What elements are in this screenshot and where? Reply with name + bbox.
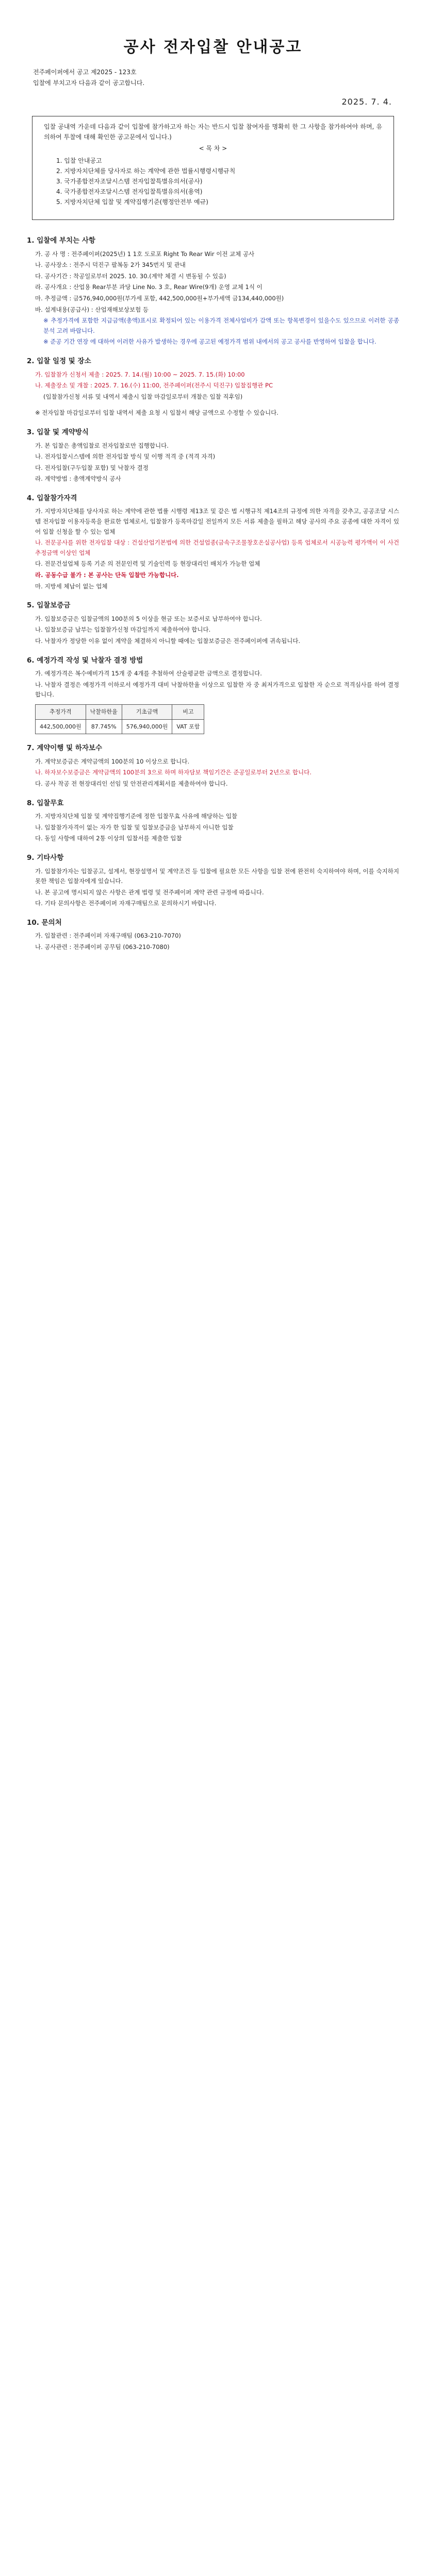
section-line: 다. 낙찰자가 정당한 이유 없이 계약을 체결하지 아니할 때에는 입찰보증금은 전주페이퍼에 귀속됩니다.: [35, 637, 301, 645]
summary-intro: 입찰 공내역 가운데 다음과 같이 입찰에 참가하고자 하는 자는 반드시 입찰 참여자를 명확히 한 그 사항을 참가하여야 하며, 유의하여 투찰에 대해 확인한 공고문에서 입니다.): [44, 123, 382, 141]
section-line: 가. 지방자치단체 입찰 및 계약집행기준에 정한 입찰무효 사유에 해당하는 입찰: [35, 812, 238, 820]
table-header: 기초금액: [122, 704, 172, 719]
section-title: 4. 입찰참가자격: [27, 494, 77, 502]
section-line: 마. 지방세 체납이 없는 업체: [35, 582, 108, 590]
section-line: 가. 입찰참가자는 입찰공고, 설계서, 현장설명서 및 계약조건 등 입찰에 필요한 모든 사항을 입찰 전에 완전히 숙지하여야 하며, 이를 숙지하지 못한 책임은 입찰자에게 있습니다.: [35, 867, 399, 885]
section-line: 가. 지방자치단체를 당사자로 하는 계약에 관한 법률 시행령 제13조 및 같은 법 시행규칙 제14조의 규정에 의한 자격을 갖추고, 공공조달 시스템 전자입찰 이용자등록을 완료한 업체로서, 입찰참가 등록마감일 전일까지 모든 서류 제출을 필하고 해당 공사의 주요 공종에 대한 자격이 있어 입찰 신청을 할 수 있는 업체: [35, 507, 399, 535]
table-cell: VAT 포함: [172, 719, 204, 734]
section-line: 가. 공 사 명 : 전주페이퍼(2025년) 1 1호 도로포 Right To Rear Wir 이전 교체 공사: [35, 250, 255, 258]
section-title: 10. 문의처: [27, 918, 62, 927]
section-2: [27, 357, 399, 418]
announcement-purpose: 입찰에 부치고자 다음과 같이 공고합니다.: [33, 79, 145, 87]
section-line: 다. 동일 사항에 대하여 2통 이상의 입찰서를 제출한 입찰: [35, 835, 182, 842]
section-line: 나. 낙찰자 결정은 예정가격 이하로서 예정가격 대비 낙찰하한율 이상으로 입찰한 자 중 최저가격으로 입찰한 자 순으로 적격심사를 하여 결정합니다.: [35, 681, 399, 699]
table-row: [36, 719, 204, 734]
section-1: [27, 236, 399, 347]
section-line: 다. 공사 착공 전 현장대리인 선임 및 안전관리계획서를 제출하여야 합니다.: [35, 779, 228, 787]
section-4: [27, 494, 399, 591]
table-header: 낙찰하한율: [86, 704, 122, 719]
section-note: ※ 준공 기간 연장 에 대하여 이러한 사유가 발생하는 경우에 공고된 예정가격 범위 내에서의 공고 공사를 반영하여 입찰을 합니다.: [43, 338, 376, 346]
section-line: 나. 본 공고에 명시되지 않은 사항은 관계 법령 및 전주페이퍼 계약 관련 규정에 따릅니다.: [35, 888, 264, 896]
toc-item: 1. 입찰 안내공고: [56, 157, 102, 164]
table-cell: 576,940,000원: [122, 719, 172, 734]
threshold-table: [35, 704, 204, 734]
section-note: ※ 추정가격에 포함한 지급금액(총액)표시로 확정되어 있는 이용가격 전체사업비가 감액 또는 항목변경이 있을수도 있으므로 이러한 공종 분석 고려 바랍니다.: [43, 317, 399, 334]
toc-item: 5. 지방자치단체 입찰 및 계약집행기준(행정안전부 예규): [56, 198, 208, 206]
section-contact: [27, 918, 399, 953]
section-title: 9. 기타사항: [27, 853, 64, 862]
section-title: 1. 입찰에 부치는 사항: [27, 236, 95, 245]
section-line: 나. 하자보수보증금은 계약금액의 100분의 3으로 하며 하자담보 책임기간은 준공일로부터 2년으로 합니다.: [35, 769, 312, 776]
section-title: 3. 입찰 및 계약방식: [27, 428, 89, 436]
toc-item: 2. 지방자치단체를 당사자로 하는 계약에 관한 법률시행령시행규칙: [56, 167, 236, 175]
section-line: 다. 전문건설업체 등록 기준 의 전문인력 및 기술인력 등 현장대리인 배치가 가능한 업체: [35, 560, 260, 568]
section-line: 마. 추정금액 : 금576,940,000원(부가세 포함, 442,500,000원+부가세액 금134,440,000원): [35, 294, 284, 302]
section-title: 2. 입찰 일정 및 장소: [27, 357, 91, 365]
section-line: 바. 설계내용(공급사) : 산업재해보상보험 등: [35, 306, 149, 313]
summary-box: [32, 116, 394, 220]
section-title: 7. 계약이행 및 하자보수: [27, 744, 102, 753]
section-line: 나. 공사장소 : 전주시 덕진구 팔복동 2가 345번지 및 관내: [35, 261, 186, 269]
section-line: 라. 공동수급 불가 : 본 공사는 단독 입찰만 가능합니다.: [35, 571, 179, 579]
section-line: 나. 입찰참가자격이 없는 자가 한 입찰 및 입찰보증금을 납부하지 아니한 입찰: [35, 823, 234, 831]
page-title: 공사 전자입찰 안내공고: [123, 38, 303, 56]
section-line: 가. 입찰보증금은 입찰금액의 100분의 5 이상을 현금 또는 보증서로 납부하여야 합니다.: [35, 615, 262, 622]
section-8: [27, 799, 399, 844]
contact-line: 나. 공사관련 : 전주페이퍼 공무팀 (063-210-7080): [35, 943, 170, 951]
section-line: 가. 입찰참가 신청서 제출 : 2025. 7. 14.(월) 10:00 ~ 2025. 7. 15.(화) 10:00: [35, 370, 245, 378]
table-cell: 87.745%: [86, 719, 122, 734]
section-line: 다. 기타 문의사항은 전주페이퍼 자재구매팀으로 문의하시기 바랍니다.: [35, 900, 217, 907]
section-5: [27, 601, 399, 646]
section-line: 가. 계약보증금은 계약금액의 100분의 10 이상으로 합니다.: [35, 757, 190, 765]
table-header: 비고: [172, 704, 204, 719]
sections: [27, 236, 399, 962]
section-line: 나. 입찰보증금 납부는 입찰참가신청 마감일까지 제출하여야 합니다.: [35, 626, 211, 634]
section-line: 가. 예정가격은 복수예비가격 15개 중 4개를 추첨하여 산술평균한 금액으로 결정합니다.: [35, 670, 262, 677]
section-line: (입찰참가신청 서류 및 내역서 제출시 입찰 마감일로부터 개찰은 입찰 직후임): [43, 393, 243, 400]
section-6: [27, 656, 399, 735]
section-9: [27, 853, 399, 909]
section-line: 나. 전문공사를 위한 전자입찰 대상 : 건설산업기본법에 의한 건설업종(금속구조물창호온실공사업) 등록 업체로서 시공능력 평가액이 이 사건 추정금액 이상인 업체: [35, 539, 399, 556]
toc-item: 3. 국가종합전자조달시스템 전자입찰특별유의서(공사): [56, 178, 203, 185]
table-header-row: [36, 704, 204, 719]
announcement-intro: [33, 67, 250, 89]
table-header: 추정가격: [36, 704, 86, 719]
contact-line: 가. 입찰관련 : 전주페이퍼 자재구매팀 (063-210-7070): [35, 932, 181, 940]
toc-item: 4. 국가종합전자조달시스템 전자입찰특별유의서(용역): [56, 188, 203, 195]
section-line: 라. 공사개요 : 산업용 Rear부분 과당 Line No. 3 호, Rear Wire(9개) 운영 교체 1식 이: [35, 283, 263, 291]
toc-title: < 목 차 >: [199, 145, 227, 152]
section-line: 가. 본 입찰은 총액입찰로 전자입찰로만 집행합니다.: [35, 442, 169, 449]
section-3: [27, 428, 399, 484]
section-7: [27, 743, 399, 789]
section-line: 나. 제출장소 및 개찰 : 2025. 7. 16.(수) 11:00, 전주페이퍼(전주시 덕진구) 입찰집행관 PC: [35, 382, 273, 389]
section-line: 다. 공사기간 : 착공일로부터 2025. 10. 30.(계약 체결 시 변동될 수 있음): [35, 272, 226, 280]
announcement-number: 전주페이퍼에서 공고 제2025 - 123호: [33, 69, 137, 76]
table-cell: 442,500,000원: [36, 719, 86, 734]
section-title: 5. 입찰보증금: [27, 601, 71, 610]
section-line: 라. 계약방법 : 총액계약방식 공사: [35, 475, 121, 483]
section-line: 다. 전자입찰(구두입찰 포함) 및 낙찰자 결정: [35, 464, 149, 471]
section-note: ※ 전자입찰 마감일로부터 입찰 내역서 제출 요청 시 입찰서 해당 금액으로 수정할 수 있습니다.: [35, 409, 278, 417]
announcement-date: 2025. 7. 4.: [341, 97, 392, 107]
section-title: 6. 예정가격 작성 및 낙찰자 결정 방법: [27, 656, 143, 665]
section-line: 나. 전자입찰시스템에 의한 전자입찰 방식 및 이행 적격 중 (적격 자격): [35, 453, 216, 461]
section-title: 8. 입찰무효: [27, 799, 64, 807]
